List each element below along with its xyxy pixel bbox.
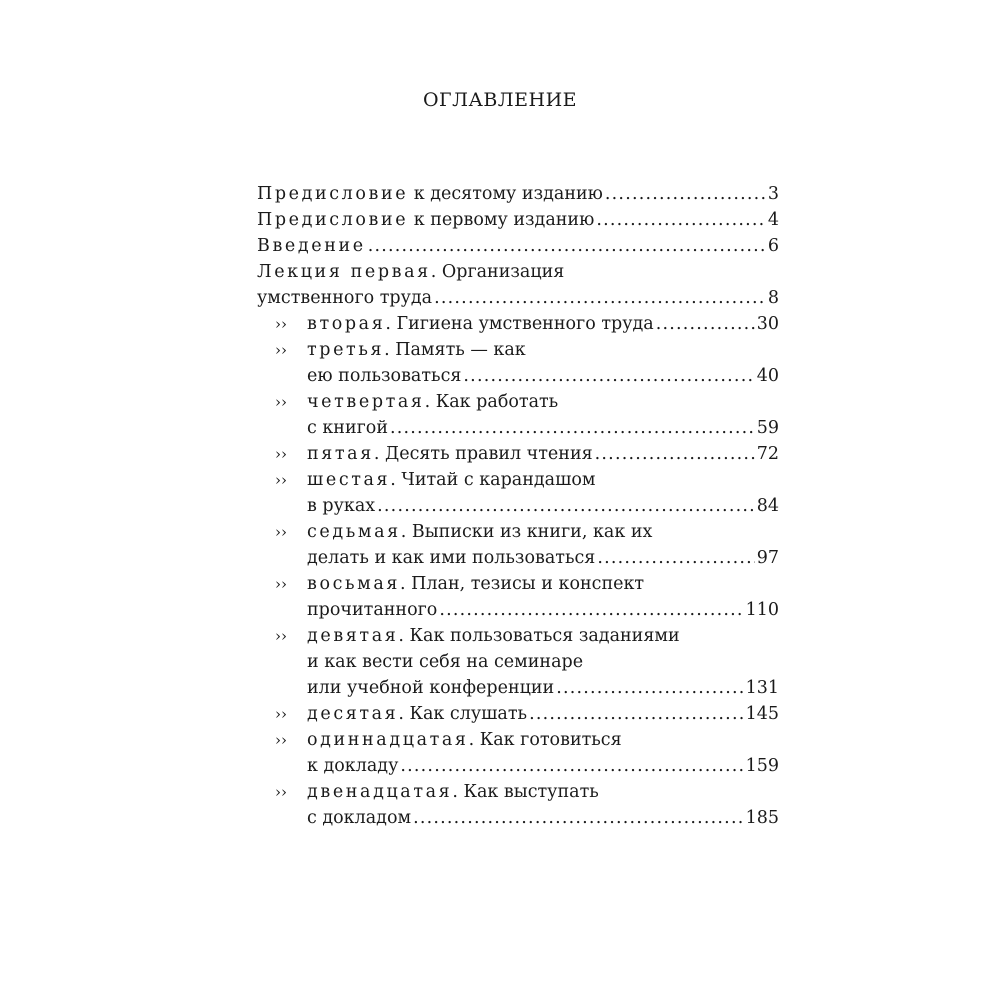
- toc-entry[interactable]: [257, 779, 779, 805]
- toc-entry-spaced: четвертая: [307, 392, 425, 412]
- toc-page-number: 72: [756, 444, 779, 464]
- toc-entry-spaced: Предисловие: [257, 184, 409, 204]
- dot-leader: [605, 181, 766, 207]
- toc-page-number: 145: [745, 704, 779, 724]
- toc-entry-continuation[interactable]: [257, 597, 779, 623]
- ditto-mark: ››: [275, 471, 287, 489]
- toc-entry[interactable]: [257, 311, 779, 337]
- toc-entry-continuation-text: к докладу: [307, 756, 399, 776]
- toc-entry[interactable]: [257, 701, 779, 727]
- toc-entry-spaced: Лекция первая: [257, 262, 431, 282]
- toc-entry-title: . Как работать: [424, 392, 559, 412]
- ditto-mark: ››: [275, 393, 287, 411]
- toc-entry-continuation[interactable]: [257, 285, 779, 311]
- ditto-mark: ››: [275, 627, 287, 645]
- toc-entry-continuation-text: прочитанного: [307, 600, 438, 620]
- dot-leader: [439, 597, 743, 623]
- toc-entry-continuation[interactable]: [257, 649, 779, 675]
- toc-page-number: 8: [767, 288, 779, 308]
- toc-entry-title: . Как готовиться: [468, 730, 622, 750]
- toc-page-number: 185: [745, 808, 779, 828]
- toc-entry-continuation[interactable]: [257, 545, 779, 571]
- toc-entry-title: . Читай с карандашом: [390, 470, 596, 490]
- toc-entry[interactable]: [257, 181, 779, 207]
- toc-entry-continuation-text: и как вести себя на семинаре: [307, 652, 584, 672]
- toc-entry-continuation[interactable]: [257, 493, 779, 519]
- toc-entry-title: . Как слушать: [398, 704, 528, 724]
- toc-page-number: 3: [767, 184, 779, 204]
- toc-entry[interactable]: [257, 571, 779, 597]
- toc-entry-spaced: седьмая: [307, 522, 401, 542]
- toc-entry-spaced: третья: [307, 340, 385, 360]
- dot-leader: [596, 207, 766, 233]
- toc-entry-continuation-text: с докладом: [307, 808, 412, 828]
- ditto-mark: ››: [275, 731, 287, 749]
- toc-entry-spaced: пятая: [307, 444, 374, 464]
- dot-leader: [434, 285, 766, 311]
- toc-entry-spaced: вторая: [307, 314, 386, 334]
- toc-entry-title: . Организация: [430, 262, 565, 282]
- dot-leader: [368, 233, 766, 259]
- toc-page-number: 84: [756, 496, 779, 516]
- toc-entry[interactable]: [257, 207, 779, 233]
- toc-entry[interactable]: [257, 389, 779, 415]
- dot-leader: [595, 441, 755, 467]
- toc-entry-title: . Как пользоваться заданиями: [398, 626, 680, 646]
- dot-leader: [529, 701, 744, 727]
- toc-entry-continuation[interactable]: [257, 363, 779, 389]
- ditto-mark: ››: [275, 575, 287, 593]
- toc-entry-title: к первому изданию: [408, 210, 595, 230]
- toc-entry-continuation[interactable]: [257, 675, 779, 701]
- dot-leader: [463, 363, 754, 389]
- ditto-mark: ››: [275, 523, 287, 541]
- dot-leader: [413, 805, 744, 831]
- ditto-mark: ››: [275, 783, 287, 801]
- toc-entry[interactable]: [257, 623, 779, 649]
- toc-page-number: 6: [767, 236, 779, 256]
- toc-entry-continuation-text: делать и как ими пользоваться: [307, 548, 596, 568]
- toc-entry-title: к десятому изданию: [408, 184, 603, 204]
- toc-page-number: 131: [745, 678, 779, 698]
- toc-entry[interactable]: [257, 467, 779, 493]
- dot-leader: [400, 753, 743, 779]
- toc-entry[interactable]: [257, 259, 779, 285]
- toc-entry[interactable]: [257, 727, 779, 753]
- toc-entry-spaced: девятая: [307, 626, 399, 646]
- page-title: ОГЛАВЛЕНИЕ: [422, 89, 578, 111]
- toc-page-number: 110: [745, 600, 779, 620]
- toc-entry[interactable]: [257, 441, 779, 467]
- ditto-mark: ››: [275, 341, 287, 359]
- toc-entry-spaced: восьмая: [307, 574, 401, 594]
- toc-entry-spaced: Предисловие: [257, 210, 409, 230]
- toc-entry-title: . Гигиена умственного труда: [385, 314, 654, 334]
- dot-leader: [597, 545, 754, 571]
- toc-page-number: 40: [756, 366, 779, 386]
- toc-page-number: 4: [767, 210, 779, 230]
- toc-page-number: 97: [756, 548, 779, 568]
- dot-leader: [390, 415, 755, 441]
- toc-entry-title: . План, тезисы и конспект: [400, 574, 645, 594]
- ditto-mark: ››: [275, 445, 287, 463]
- toc-entry-title: . Выписки из книги, как их: [400, 522, 653, 542]
- toc-entry-continuation[interactable]: [257, 415, 779, 441]
- toc-entry[interactable]: [257, 233, 779, 259]
- toc-entry-continuation-text: умственного труда: [257, 288, 433, 308]
- toc-page-number: 30: [756, 314, 779, 334]
- toc-entry-spaced: Введение: [257, 236, 366, 256]
- dot-leader: [556, 675, 743, 701]
- toc-page-number: 159: [745, 756, 779, 776]
- toc-entry[interactable]: [257, 519, 779, 545]
- ditto-mark: ››: [275, 315, 287, 333]
- toc-page-number: 59: [756, 418, 779, 438]
- toc-entry-spaced: десятая: [307, 704, 399, 724]
- table-of-contents: [257, 181, 779, 831]
- toc-entry[interactable]: [257, 337, 779, 363]
- toc-entry-continuation-text: ею пользоваться: [307, 366, 462, 386]
- toc-entry-spaced: одиннадцатая: [307, 730, 469, 750]
- toc-entry-title: . Память — как: [384, 340, 526, 360]
- toc-entry-continuation-text: в руках: [307, 496, 376, 516]
- toc-entry-spaced: шестая: [307, 470, 391, 490]
- toc-entry-continuation-text: с книгой: [307, 418, 388, 438]
- toc-entry-continuation[interactable]: [257, 753, 779, 779]
- toc-entry-continuation[interactable]: [257, 805, 779, 831]
- ditto-mark: ››: [275, 705, 287, 723]
- dot-leader: [377, 493, 755, 519]
- toc-entry-spaced: двенадцатая: [307, 782, 453, 802]
- toc-entry-title: . Как выступать: [452, 782, 599, 802]
- toc-entry-title: . Десять правил чтения: [373, 444, 593, 464]
- toc-entry-continuation-text: или учебной конференции: [307, 678, 555, 698]
- dot-leader: [656, 311, 755, 337]
